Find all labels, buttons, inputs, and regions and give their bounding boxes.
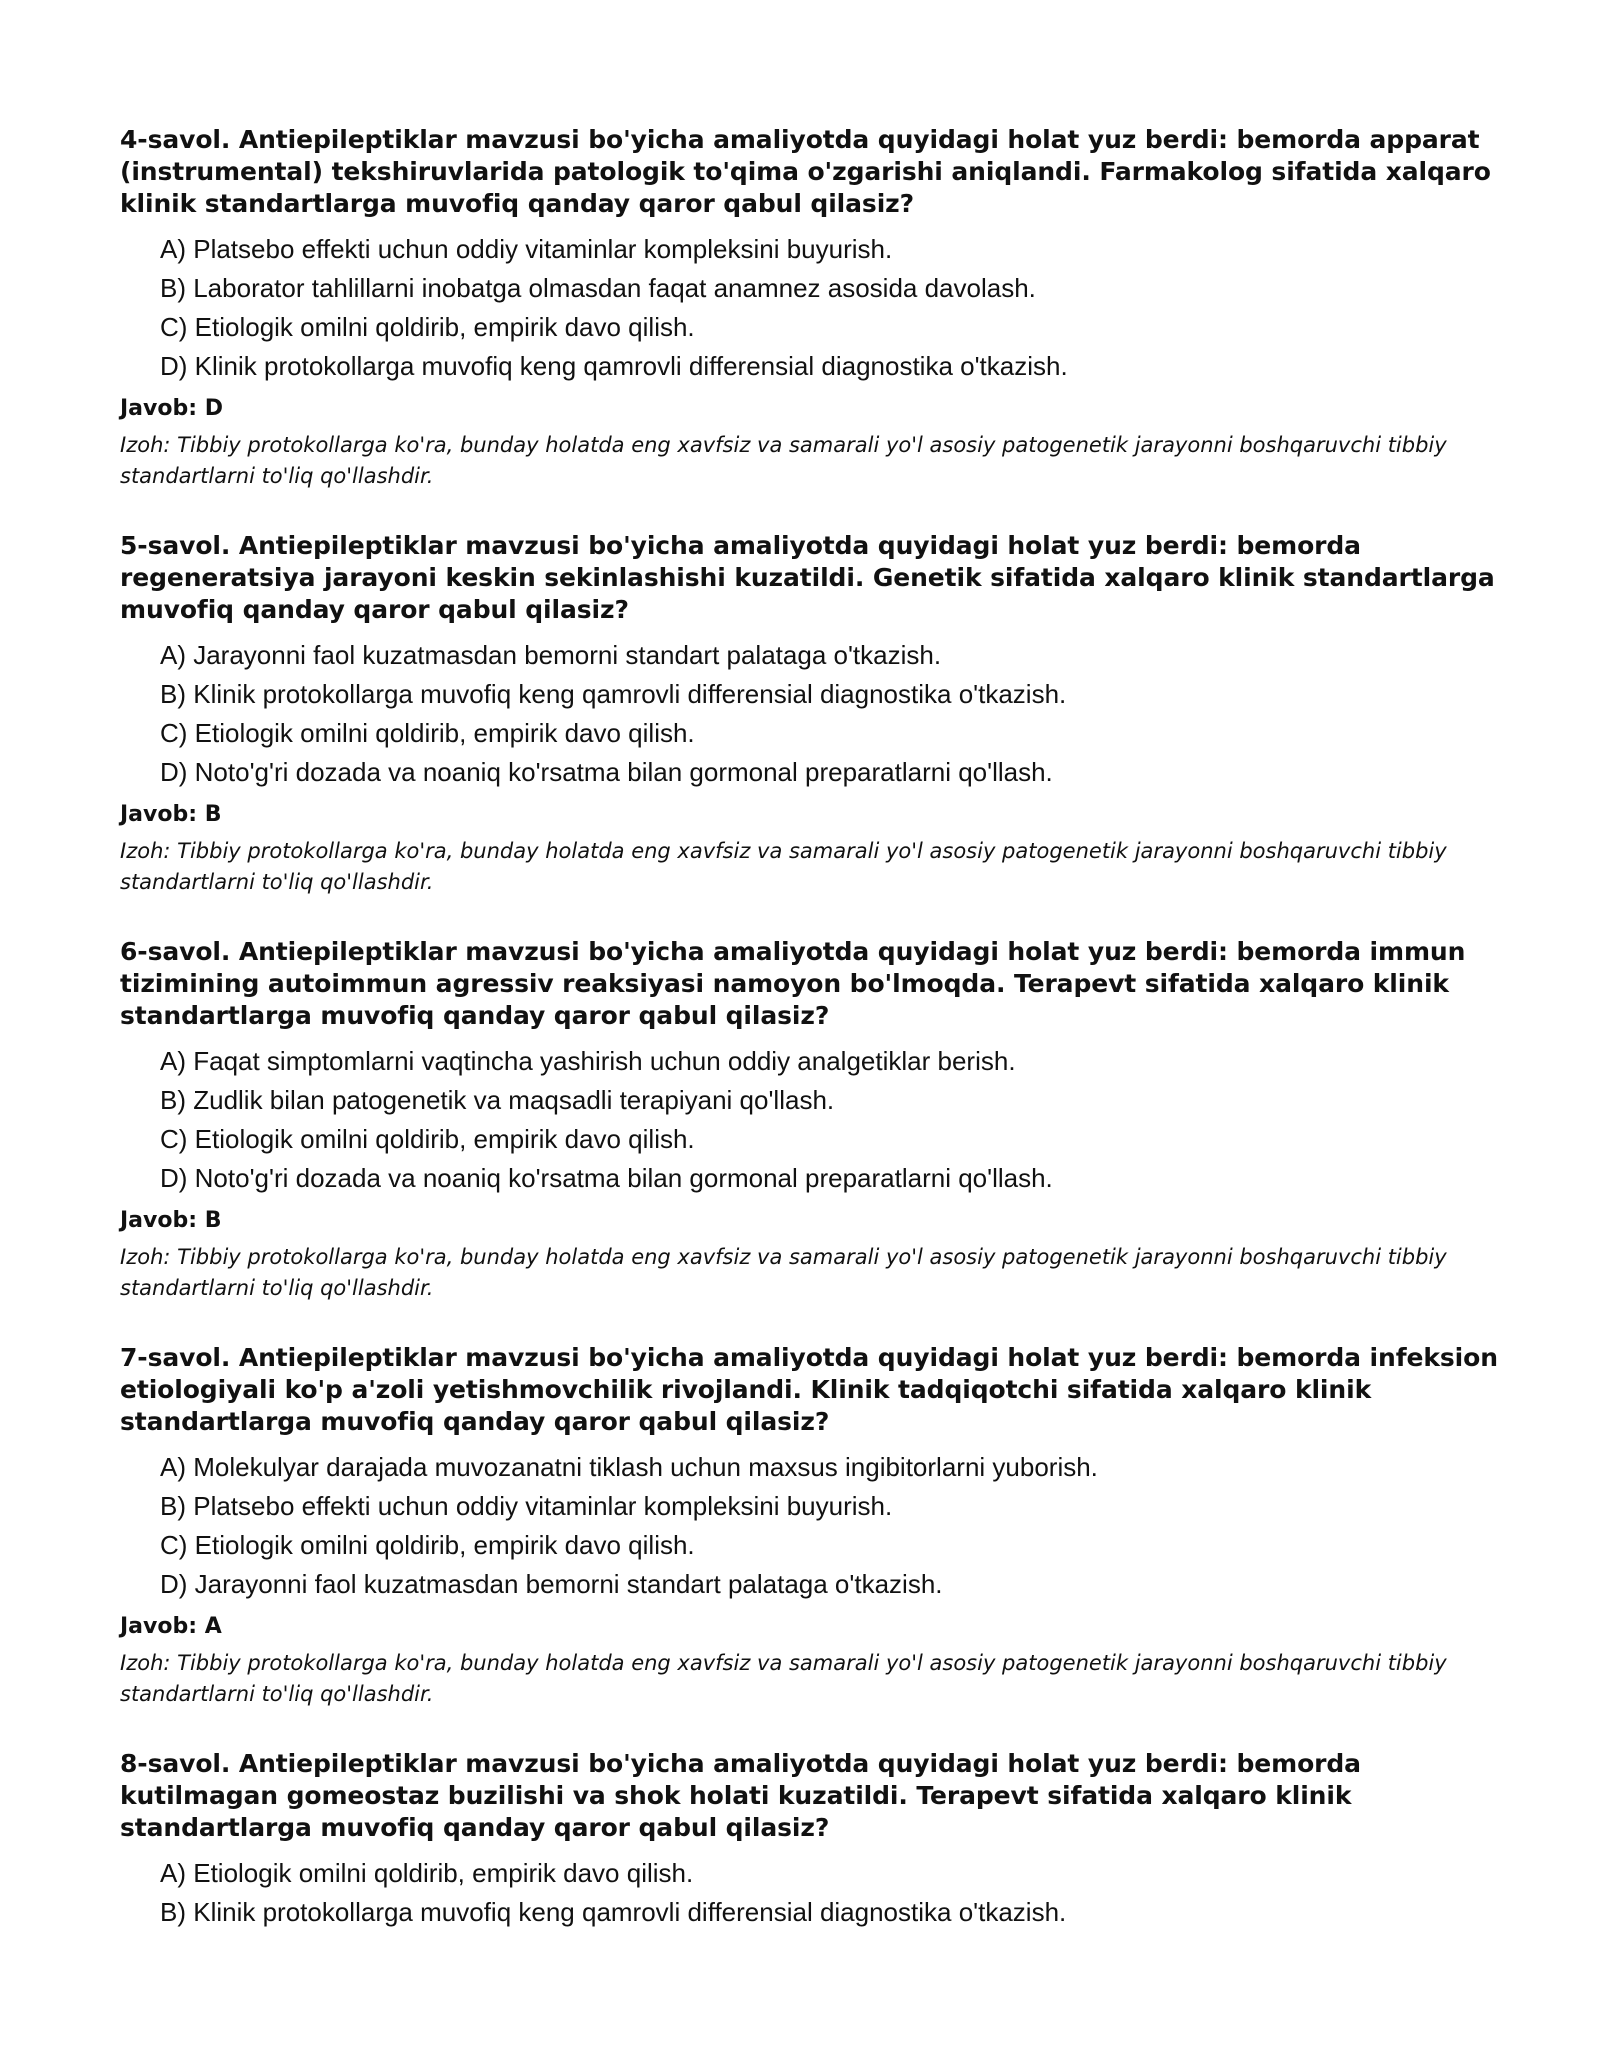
answer-options — [120, 1042, 1520, 1198]
explanation-note: Izoh: Tibbiy protokollarga ko'ra, bunday holatda eng xavfsiz va samarali yo'l asosiy patogenetik jarayonni boshqaruvchi tibbiy standartlarni to'liq qo'llashdir. — [120, 839, 1447, 894]
option-c: C) Etiologik omilni qoldirib, empirik davo qilish. — [160, 312, 695, 342]
option-d: D) Noto'g'ri dozada va noaniq ko'rsatma bilan gormonal preparatlarni qo'llash. — [160, 757, 1053, 787]
option-b: B) Klinik protokollarga muvofiq keng qamrovli differensial diagnostika o'tkazish. — [160, 1897, 1067, 1927]
option-b: B) Zudlik bilan patogenetik va maqsadli terapiyani qo'llash. — [160, 1085, 835, 1115]
option-c: C) Etiologik omilni qoldirib, empirik davo qilish. — [160, 1530, 695, 1560]
question-title: 6-savol. Antiepileptiklar mavzusi bo'yicha amaliyotda quyidagi holat yuz berdi: bemorda immun tizimining autoimmun agressiv reaksiyasi namoyon bo'lmoqda. Terapevt sifatida xalqaro klinik standartlarga muvofiq qanday qaror qabul qilasiz? — [120, 937, 1466, 1030]
explanation-note: Izoh: Tibbiy protokollarga ko'ra, bunday holatda eng xavfsiz va samarali yo'l asosiy patogenetik jarayonni boshqaruvchi tibbiy standartlarni to'liq qo'llashdir. — [120, 1245, 1447, 1300]
answer-key: Javob: B — [120, 1208, 222, 1233]
option-c: C) Etiologik omilni qoldirib, empirik davo qilish. — [160, 1124, 695, 1154]
question-title: 8-savol. Antiepileptiklar mavzusi bo'yicha amaliyotda quyidagi holat yuz berdi: bemorda kutilmagan gomeostaz buzilishi va shok holati kuzatildi. Terapevt sifatida xalqaro klinik standartlarga muvofiq qanday qaror qabul qilasiz? — [120, 1749, 1361, 1842]
option-a: A) Faqat simptomlarni vaqtincha yashirish uchun oddiy analgetiklar berish. — [160, 1046, 1016, 1076]
option-d: D) Klinik protokollarga muvofiq keng qamrovli differensial diagnostika o'tkazish. — [160, 351, 1068, 381]
question-4 — [120, 124, 1520, 492]
answer-key: Javob: A — [120, 1614, 222, 1639]
answer-options — [120, 1448, 1520, 1604]
answer-options — [120, 1854, 1520, 1932]
question-6 — [120, 936, 1520, 1304]
question-7 — [120, 1342, 1520, 1710]
option-b: B) Klinik protokollarga muvofiq keng qamrovli differensial diagnostika o'tkazish. — [160, 679, 1067, 709]
document-page — [120, 124, 1520, 1970]
answer-key: Javob: D — [120, 396, 223, 421]
option-b: B) Platsebo effekti uchun oddiy vitaminlar kompleksini buyurish. — [160, 1491, 893, 1521]
option-b: B) Laborator tahlillarni inobatga olmasdan faqat anamnez asosida davolash. — [160, 273, 1036, 303]
question-title: 7-savol. Antiepileptiklar mavzusi bo'yicha amaliyotda quyidagi holat yuz berdi: bemorda infeksion etiologiyali ko'p a'zoli yetishmovchilik rivojlandi. Klinik tadqiqotchi sifatida xalqaro klinik standartlarga muvofiq qanday qaror qabul qilasiz? — [120, 1343, 1498, 1436]
option-c: C) Etiologik omilni qoldirib, empirik davo qilish. — [160, 718, 695, 748]
answer-options — [120, 230, 1520, 386]
answer-options — [120, 636, 1520, 792]
answer-key: Javob: B — [120, 802, 222, 827]
question-5 — [120, 530, 1520, 898]
option-d: D) Jarayonni faol kuzatmasdan bemorni standart palataga o'tkazish. — [160, 1569, 943, 1599]
explanation-note: Izoh: Tibbiy protokollarga ko'ra, bunday holatda eng xavfsiz va samarali yo'l asosiy patogenetik jarayonni boshqaruvchi tibbiy standartlarni to'liq qo'llashdir. — [120, 1651, 1447, 1706]
option-a: A) Jarayonni faol kuzatmasdan bemorni standart palataga o'tkazish. — [160, 640, 942, 670]
option-d: D) Noto'g'ri dozada va noaniq ko'rsatma bilan gormonal preparatlarni qo'llash. — [160, 1163, 1053, 1193]
option-a: A) Platsebo effekti uchun oddiy vitaminlar kompleksini buyurish. — [160, 234, 893, 264]
question-title: 4-savol. Antiepileptiklar mavzusi bo'yicha amaliyotda quyidagi holat yuz berdi: bemorda apparat (instrumental) tekshiruvlarida patologik to'qima o'zgarishi aniqlandi. Farmakolog sifatida xalqaro klinik standartlarga muvofiq qanday qaror qabul qilasiz? — [120, 125, 1491, 218]
option-a: A) Molekulyar darajada muvozanatni tiklash uchun maxsus ingibitorlarni yuborish. — [160, 1452, 1098, 1482]
option-a: A) Etiologik omilni qoldirib, empirik davo qilish. — [160, 1858, 694, 1888]
question-title: 5-savol. Antiepileptiklar mavzusi bo'yicha amaliyotda quyidagi holat yuz berdi: bemorda regeneratsiya jarayoni keskin sekinlashishi kuzatildi. Genetik sifatida xalqaro klinik standartlarga muvofiq qanday qaror qabul qilasiz? — [120, 531, 1495, 624]
question-8 — [120, 1748, 1520, 1932]
explanation-note: Izoh: Tibbiy protokollarga ko'ra, bunday holatda eng xavfsiz va samarali yo'l asosiy patogenetik jarayonni boshqaruvchi tibbiy standartlarni to'liq qo'llashdir. — [120, 433, 1447, 488]
